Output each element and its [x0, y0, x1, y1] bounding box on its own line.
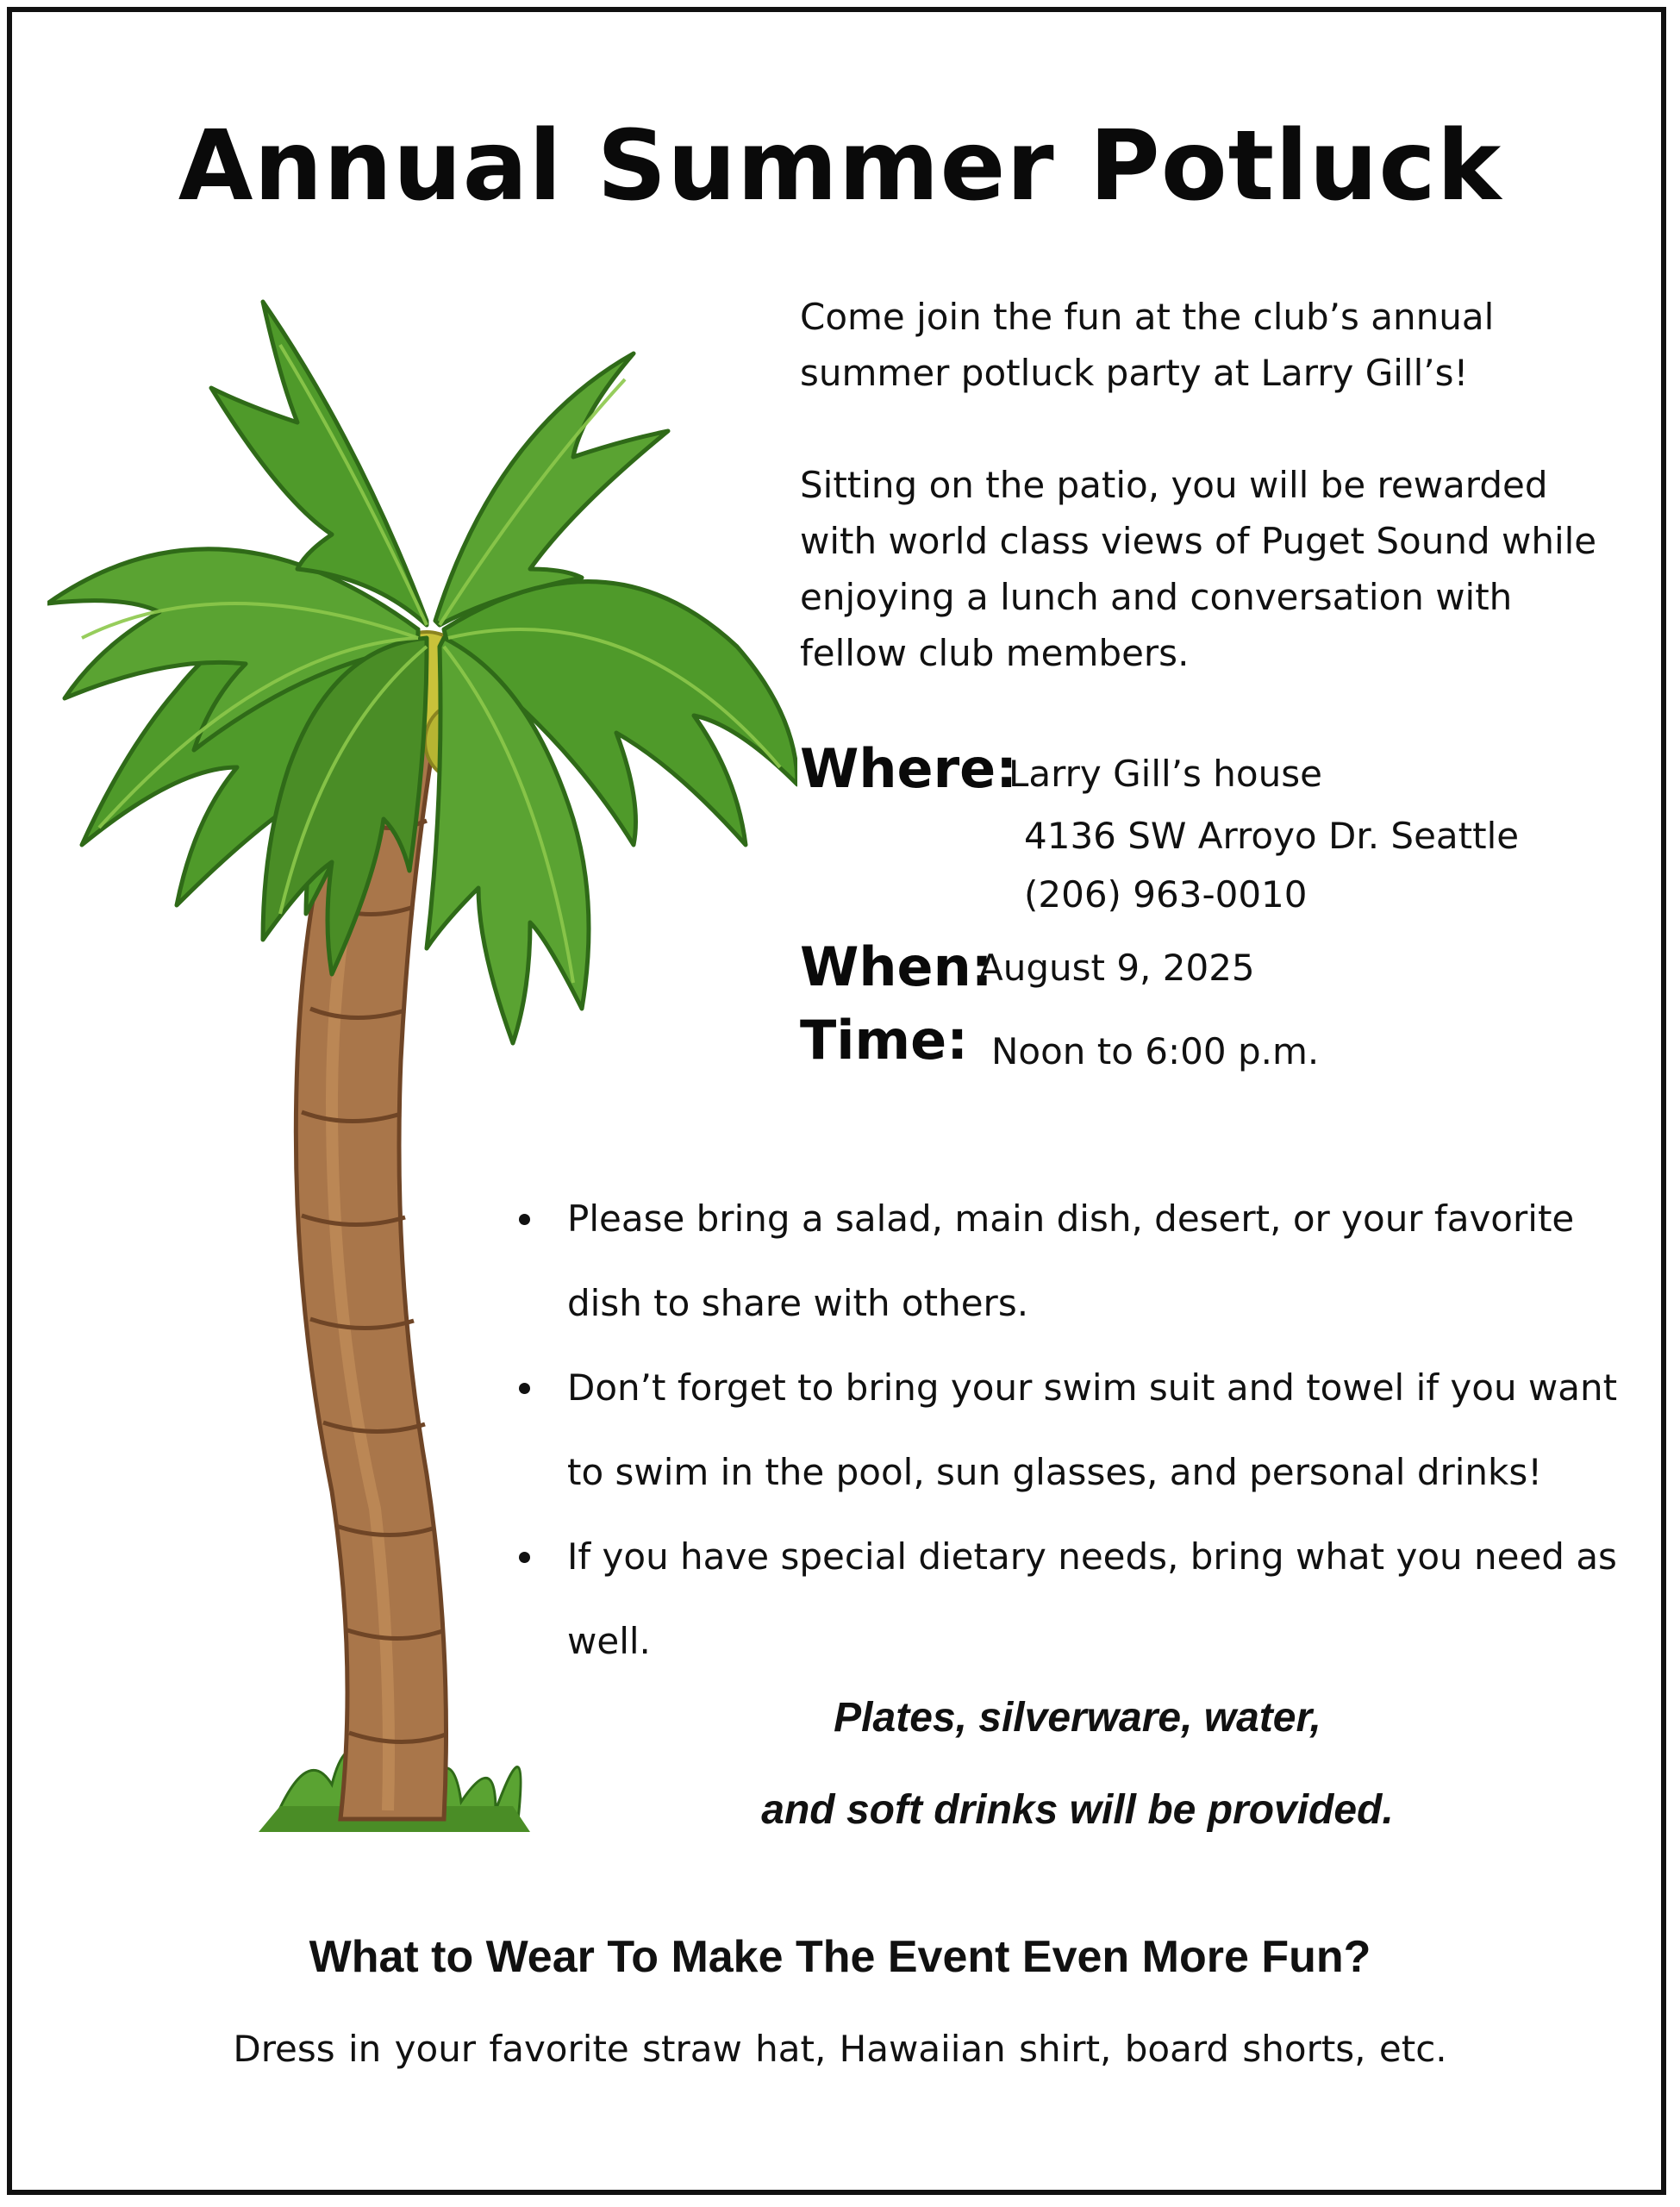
palm-fronds	[47, 302, 797, 1043]
intro-1-line-1: Come join the fun at the club’s annual	[800, 296, 1495, 338]
instructions-list	[515, 1177, 1662, 1684]
where-label: Where:	[800, 737, 1017, 800]
when-label: When:	[800, 935, 993, 998]
intro-2-line-2: with world class views of Puget Sound while	[800, 520, 1597, 562]
list-item	[515, 1515, 1662, 1684]
time-label: Time:	[800, 1009, 968, 1072]
flyer-title: Annual Summer Potluck	[178, 110, 1502, 222]
when-value: August 9, 2025	[978, 947, 1255, 989]
list-item	[515, 1346, 1662, 1515]
intro-2-line-1: Sitting on the patio, you will be rewarded	[800, 464, 1548, 506]
where-phone: (206) 963-0010	[1024, 873, 1308, 916]
bullet-3-line-1: If you have special dietary needs, bring what you need as	[567, 1535, 1617, 1578]
bullet-3-line-2: well.	[567, 1620, 651, 1662]
bullet-1-line-1: Please bring a salad, main dish, desert, or your favorite	[567, 1197, 1575, 1240]
intro-2-line-4: fellow club members.	[800, 632, 1190, 674]
intro-2-line-3: enjoying a lunch and conversation with	[800, 576, 1513, 618]
intro-1-line-2: summer potluck party at Larry Gill’s!	[800, 352, 1469, 394]
where-address: 4136 SW Arroyo Dr. Seattle	[1024, 815, 1520, 857]
intro-paragraph-1	[800, 289, 1662, 401]
where-name: Larry Gill’s house	[1009, 753, 1322, 795]
bullet-1-line-2: dish to share with others.	[567, 1282, 1029, 1324]
provided-line-1: Plates, silverware, water,	[834, 1695, 1321, 1741]
list-item	[515, 1177, 1662, 1346]
what-to-wear-text: Dress in your favorite straw hat, Hawaiian shirt, board shorts, etc.	[233, 2028, 1447, 2070]
time-value: Noon to 6:00 p.m.	[991, 1030, 1320, 1072]
provided-line-2: and soft drinks will be provided.	[761, 1787, 1394, 1833]
intro-paragraph-2	[800, 457, 1662, 681]
bullet-2-line-2: to swim in the pool, sun glasses, and personal drinks!	[567, 1451, 1543, 1493]
bullet-2-line-1: Don’t forget to bring your swim suit and towel if you want	[567, 1366, 1618, 1409]
what-to-wear-heading: What to Wear To Make The Event Even More Fun?	[309, 1932, 1371, 1982]
